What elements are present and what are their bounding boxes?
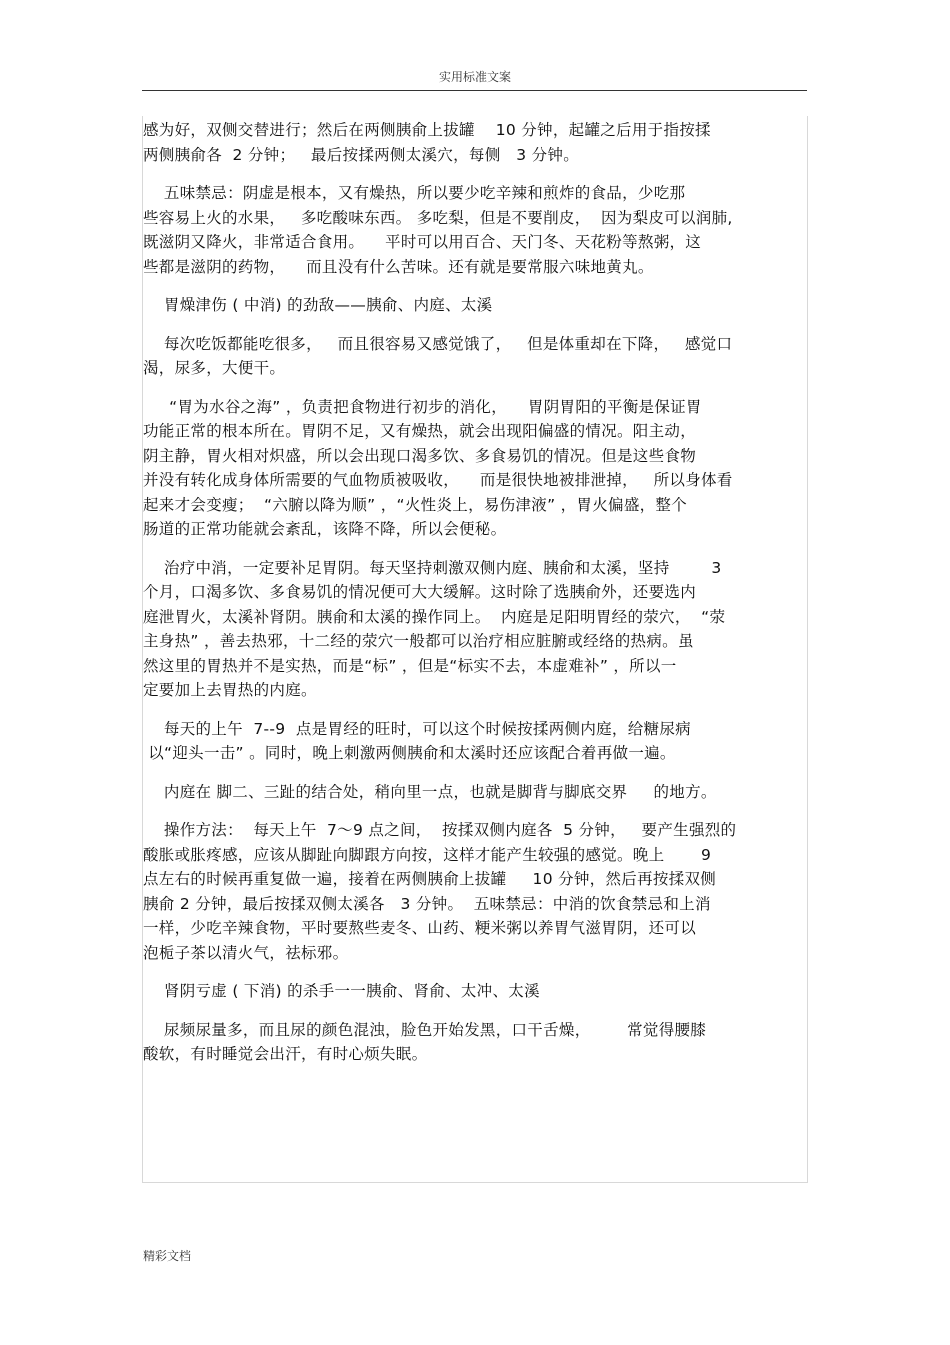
text-line: 些都是滋阴的药物， 而且没有什么苦味。还有就是要常服六味地黄丸。 [143, 257, 654, 276]
paragraph [143, 717, 807, 766]
text-line: 酸软，有时睡觉会出汗，有时心烦失眠。 [143, 1045, 428, 1063]
text-line: 治疗中消，一定要补足胃阴。每天坚持刺激双侧内庭、胰俞和太溪，坚持 3 [143, 558, 722, 577]
text-line: 尿频尿量多，而且尿的颜色混浊，脸色开始发黑，口干舌燥， 常觉得腰膝 [143, 1020, 707, 1039]
text-line: 然这里的胃热并不是实热，而是“标” ，但是“标实不去，本虚难补” ，所以一 [143, 656, 677, 675]
text-line: 阴主静，胃火相对炽盛，所以会出现口渴多饮、多食易饥的情况。但是这些食物 [143, 446, 697, 465]
text-line: 点左右的时候再重复做一遍，接着在两侧胰俞上拔罐 10 分钟，然后再按揉双侧 [143, 870, 717, 888]
paragraph [143, 780, 807, 805]
text-line: 渴，尿多，大便干。 [143, 359, 286, 377]
paragraph [143, 979, 807, 1004]
text-line: 主身热” ，善去热邪，十二经的荥穴一般都可以治疗相应脏腑或经络的热病。虽 [143, 632, 694, 650]
text-line: 起来才会变瘦； “六腑以降为顺” ，“火性炎上，易伤津液” ，胃火偏盛，整个 [143, 495, 688, 514]
header-divider [142, 90, 807, 91]
text-line: “胃为水谷之海” ，负责把食物进行初步的消化， 胃阴胃阳的平衡是保证胃 [143, 397, 702, 416]
paragraph [143, 332, 807, 381]
document-body [143, 118, 807, 1081]
paragraph [143, 293, 807, 318]
text-line: 功能正常的根本所在。胃阴不足，又有燥热，就会出现阳偏盛的情况。阳主动， [143, 422, 697, 440]
text-line: 泡栀子茶以清火气，祛标邪。 [143, 943, 349, 962]
text-line: 肾阴亏虚 ( 下消) 的杀手一一胰俞、肾俞、太冲、太溪 [143, 982, 540, 1000]
paragraph [143, 181, 807, 279]
text-line: 五味禁忌：阴虚是根本，又有燥热，所以要少吃辛辣和煎炸的食品，少吃那 [143, 184, 686, 202]
text-line: 感为好，双侧交替进行；然后在两侧胰俞上拔罐 10 分钟，起罐之后用于指按揉 [143, 121, 711, 139]
text-line: 操作方法： 每天上午 7～9 点之间， 按揉双侧内庭各 5 分钟， 要产生强烈的 [143, 821, 737, 839]
text-line: 胃燥津伤 ( 中消) 的劲敌——胰俞、内庭、太溪 [143, 296, 493, 314]
paragraph [143, 1018, 807, 1067]
text-line: 以“迎头一击” 。同时，晚上刺激两侧胰俞和太溪时还应该配合着再做一遍。 [143, 744, 676, 762]
text-line: 胰俞 2 分钟，最后按揉双侧太溪各 3 分钟。 五味禁忌：中消的饮食禁忌和上消 [143, 894, 711, 913]
page-footer: 精彩文档 [143, 1249, 192, 1263]
text-line: 两侧胰俞各 2 分钟； 最后按揉两侧太溪穴，每侧 3 分钟。 [143, 145, 579, 164]
text-line: 酸胀或胀疼感，应该从脚趾向脚跟方向按，这样才能产生较强的感觉。晚上 9 [143, 845, 712, 864]
text-line: 个月，口渴多饮、多食易饥的情况便可大大缓解。这时除了选胰俞外，还要选内 [143, 583, 697, 601]
text-line: 既滋阴又降火，非常适合食用。 平时可以用百合、天门冬、天花粉等熬粥，这 [143, 233, 702, 251]
text-line: 每天的上午 7--9 点是胃经的旺时，可以这个时候按揉两侧内庭，给糖尿病 [143, 719, 691, 738]
text-line: 定要加上去胃热的内庭。 [143, 681, 317, 699]
paragraph [143, 818, 807, 965]
text-line: 内庭在 脚二、三趾的结合处，稍向里一点，也就是脚背与脚底交界 的地方。 [143, 782, 717, 801]
page-header: 实用标准文案 [438, 70, 511, 84]
paragraph [143, 118, 807, 167]
text-line: 并没有转化成身体所需要的气血物质被吸收， 而是很快地被排泄掉， 所以身体看 [143, 471, 733, 489]
text-line: 每次吃饭都能吃很多， 而且很容易又感觉饿了， 但是体重却在下降， 感觉口 [143, 334, 733, 353]
text-line: 一样，少吃辛辣食物，平时要熬些麦冬、山药、粳米粥以养胃气滋胃阴，还可以 [143, 919, 697, 937]
text-line: 庭泄胃火，太溪补肾阴。胰俞和太溪的操作同上。 内庭是足阳明胃经的荥穴， “荥 [143, 607, 726, 626]
paragraph [143, 556, 807, 703]
paragraph [143, 395, 807, 542]
text-line: 些容易上火的水果， 多吃酸味东西。 多吃梨，但是不要削皮， 因为梨皮可以润肺, [143, 208, 733, 227]
text-line: 肠道的正常功能就会紊乱，该降不降，所以会便秘。 [143, 520, 507, 538]
